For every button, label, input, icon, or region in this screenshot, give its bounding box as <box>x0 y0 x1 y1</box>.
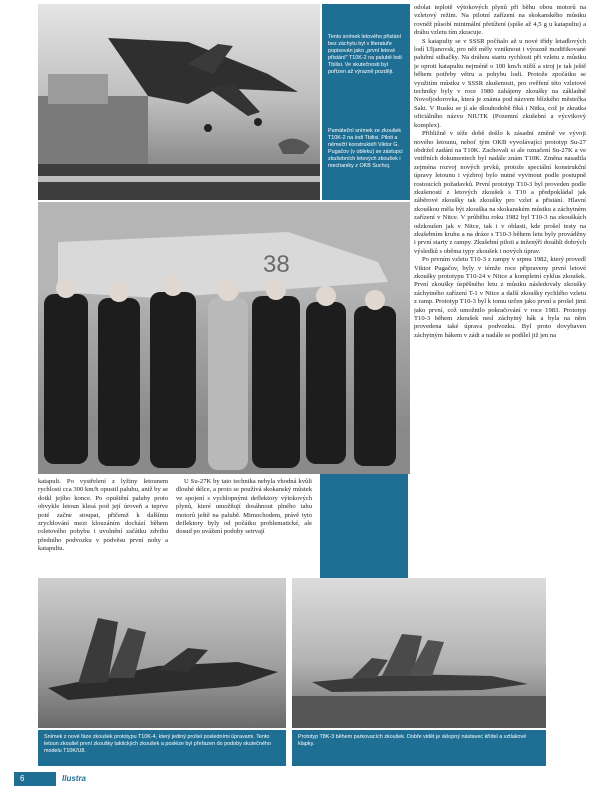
caption-top-right-2 <box>322 124 410 194</box>
caption-top-right-2-text: Památeční snímek ze zkoušek T10K-2 na lodi Tbilisi. Piloti a němečtí konstruktéři Viktor G. Pugačov (v obleku) se zástupci zkušebních letových zkoušek i mechaniky z OKB Suchoj. <box>328 128 403 169</box>
page-number: 6 <box>14 772 56 786</box>
paragraph: odolat teplotě výtokových plynů při běhu obou motorů na vzletový režim. Na pilotní zařízení na skokanského můstku rovněž působí minimální přetížení (spíše až 4,5 g u katapultu) a dráhu vzletu tím zkracuje. <box>414 4 586 37</box>
caption-bottom-left-text: Snímek z nové fáze zkoušek prototypu T10K-4, který jediný prošel posledními úpravami. Tento letoun zkoušel první zkoušky taktických zkoušek a posléze byl přeřazen do podoby skutečného modelu T10K/U8. <box>44 734 271 754</box>
magazine-brand: Ilustra <box>62 774 87 783</box>
photo-aircraft-bottom-right <box>292 578 546 728</box>
photo-aircraft-bottom-left <box>38 578 286 728</box>
paragraph: S katapulty se v SSSR počítalo až u nové třídy letadlových lodí Uljanovsk, pro něž měly vzniknout i výrazně modifikované palubní stíhačky. Na dráhou startu rychlosti při vzletu z můstku je oproti katapultu nejméně o 100 km/h nižší a stroj je tak ještě během potřeby větru a pohybu lodi. Protože zpočátku se využitím můstku v SSSR zkušenosti, pro ověření této vzletové techniky byly v roce 1980 zahájeny zkoušky na základně Novofjodorovka, která je známa pod názvem blízkého městečka Saki. V Rusku se jí ale dlouhodobě říká i Nitka, což je zkratka oficiálního názvu NIUTK (Pozemní zkušební a výcvikový komplex). <box>414 37 586 129</box>
text-column-right <box>414 4 586 580</box>
paragraph: Po prvním vzletu T10-3 z rampy v srpnu 1982, který provedl Viktor Pugačov, byly v témže roce připraveny první letové zkoušky prototypu T10-24 v Nitce a kompletní cyklus zkoušek. První zkoušky úspěšného letu z můstku následovaly zkoušky záchytného zařízení T-1 v Nitce a další zkoušky rychlého vzletu z ramp. Prototyp T10-3 byl k tomu určen jako první a prošel jimi jako první, což umožnilo pokračování v roce 1983. Prototyp T10-3 během zkoušek nesl záchytný hák a byla na něm provedena také úprava podvozku. Byl proto dovybaven záchytným hákem v zádi a nadále se podílel již jen na <box>414 256 586 339</box>
photo-carrier-takeoff <box>38 4 320 200</box>
aircraft-marking-38: 38 <box>263 251 290 278</box>
photo-group-crew <box>38 202 410 474</box>
paragraph: katapult. Po vystřelení z lyžiny letounem rychlostí cca 300 km/h opustil palubu, aniž by se dotkl jejího konce. Po opuštění paluby proto obvykle letoun klesá pod její úroveň a teprve poté začne stoupat, přičemž k dalšímu zrychlování mezi klouzáním dochází během roletového pohybu i uvolnění začátku zdvihu předního podvozku v podvěsu první nohy a katapultu. <box>38 478 168 553</box>
caption-bottom-right <box>292 730 546 766</box>
paragraph: Přibližně v téže době došlo k zásadní změně ve vývoji nového letounu, neboť tým OKB vyvolávající prototyp Su-27 obdržel zadání na T10K. Zachovali si ale označení Su-27K a ve vnitřních dokumentech byl nadále znám T10K. Změna nasadila zejména rozvoj nových prvků, protože speciální konstrukční úpravy letounu i výzbroj bylo nutné vyvinout podle postupně rostoucích požadavků. První prototyp T10-3 byl proveden podle zkušeností z letových zkoušek s T10 a předpokládal jak záběrové zkoušky tak zkoušky pro vzlet a přistání. Hlavní zkouškou měla být zkouška na skokanském můstku a záchytném zařízení v Nitce. V průběhu roku 1982 byl T10-3 na zkouškách odzkoušen jak v Nitce, tak i v oblasti, kde prošel testy na zkušebním kruhu a na dráze s T10-3 během letu byly prováděny i první starty z rampy. Zkušební piloti a inženýři dosáhli dobrých výsledků s oběma typy zkoušek i nových úprav. <box>414 130 586 255</box>
caption-bottom-left <box>38 730 286 766</box>
caption-top-right-1-text: Tento snímek letového přistání bez záchytu byl v literatuře popisován jako „první letové přistání" T10K-2 na palubě lodi Tbilisi. Ve skutečnosti byl pořízen až výrazně později. <box>328 34 402 75</box>
caption-bottom-right-text: Prototyp T8K-3 během parkovacích zkoušek. Dobře vidět je sklopný nástavec křídel a vztlakové klapky. <box>298 734 527 747</box>
text-column-left <box>38 478 168 574</box>
decorative-strip <box>320 474 408 578</box>
paragraph: U Su-27K by tato technika nebyla vhodná kvůli dlouhé délce, a proto se používá skokanský můstek ve spojení s vychlopnými deflektory výtokových plynů, které umožňují dosáhnout plného tahu motorů ještě na palubě. Mimochodem, právě tyto deflektory byly od počátku problematické, ale dosud po uvážení podoby setrvají <box>176 478 312 536</box>
caption-top-right-1 <box>322 30 410 96</box>
text-column-middle <box>176 478 312 574</box>
